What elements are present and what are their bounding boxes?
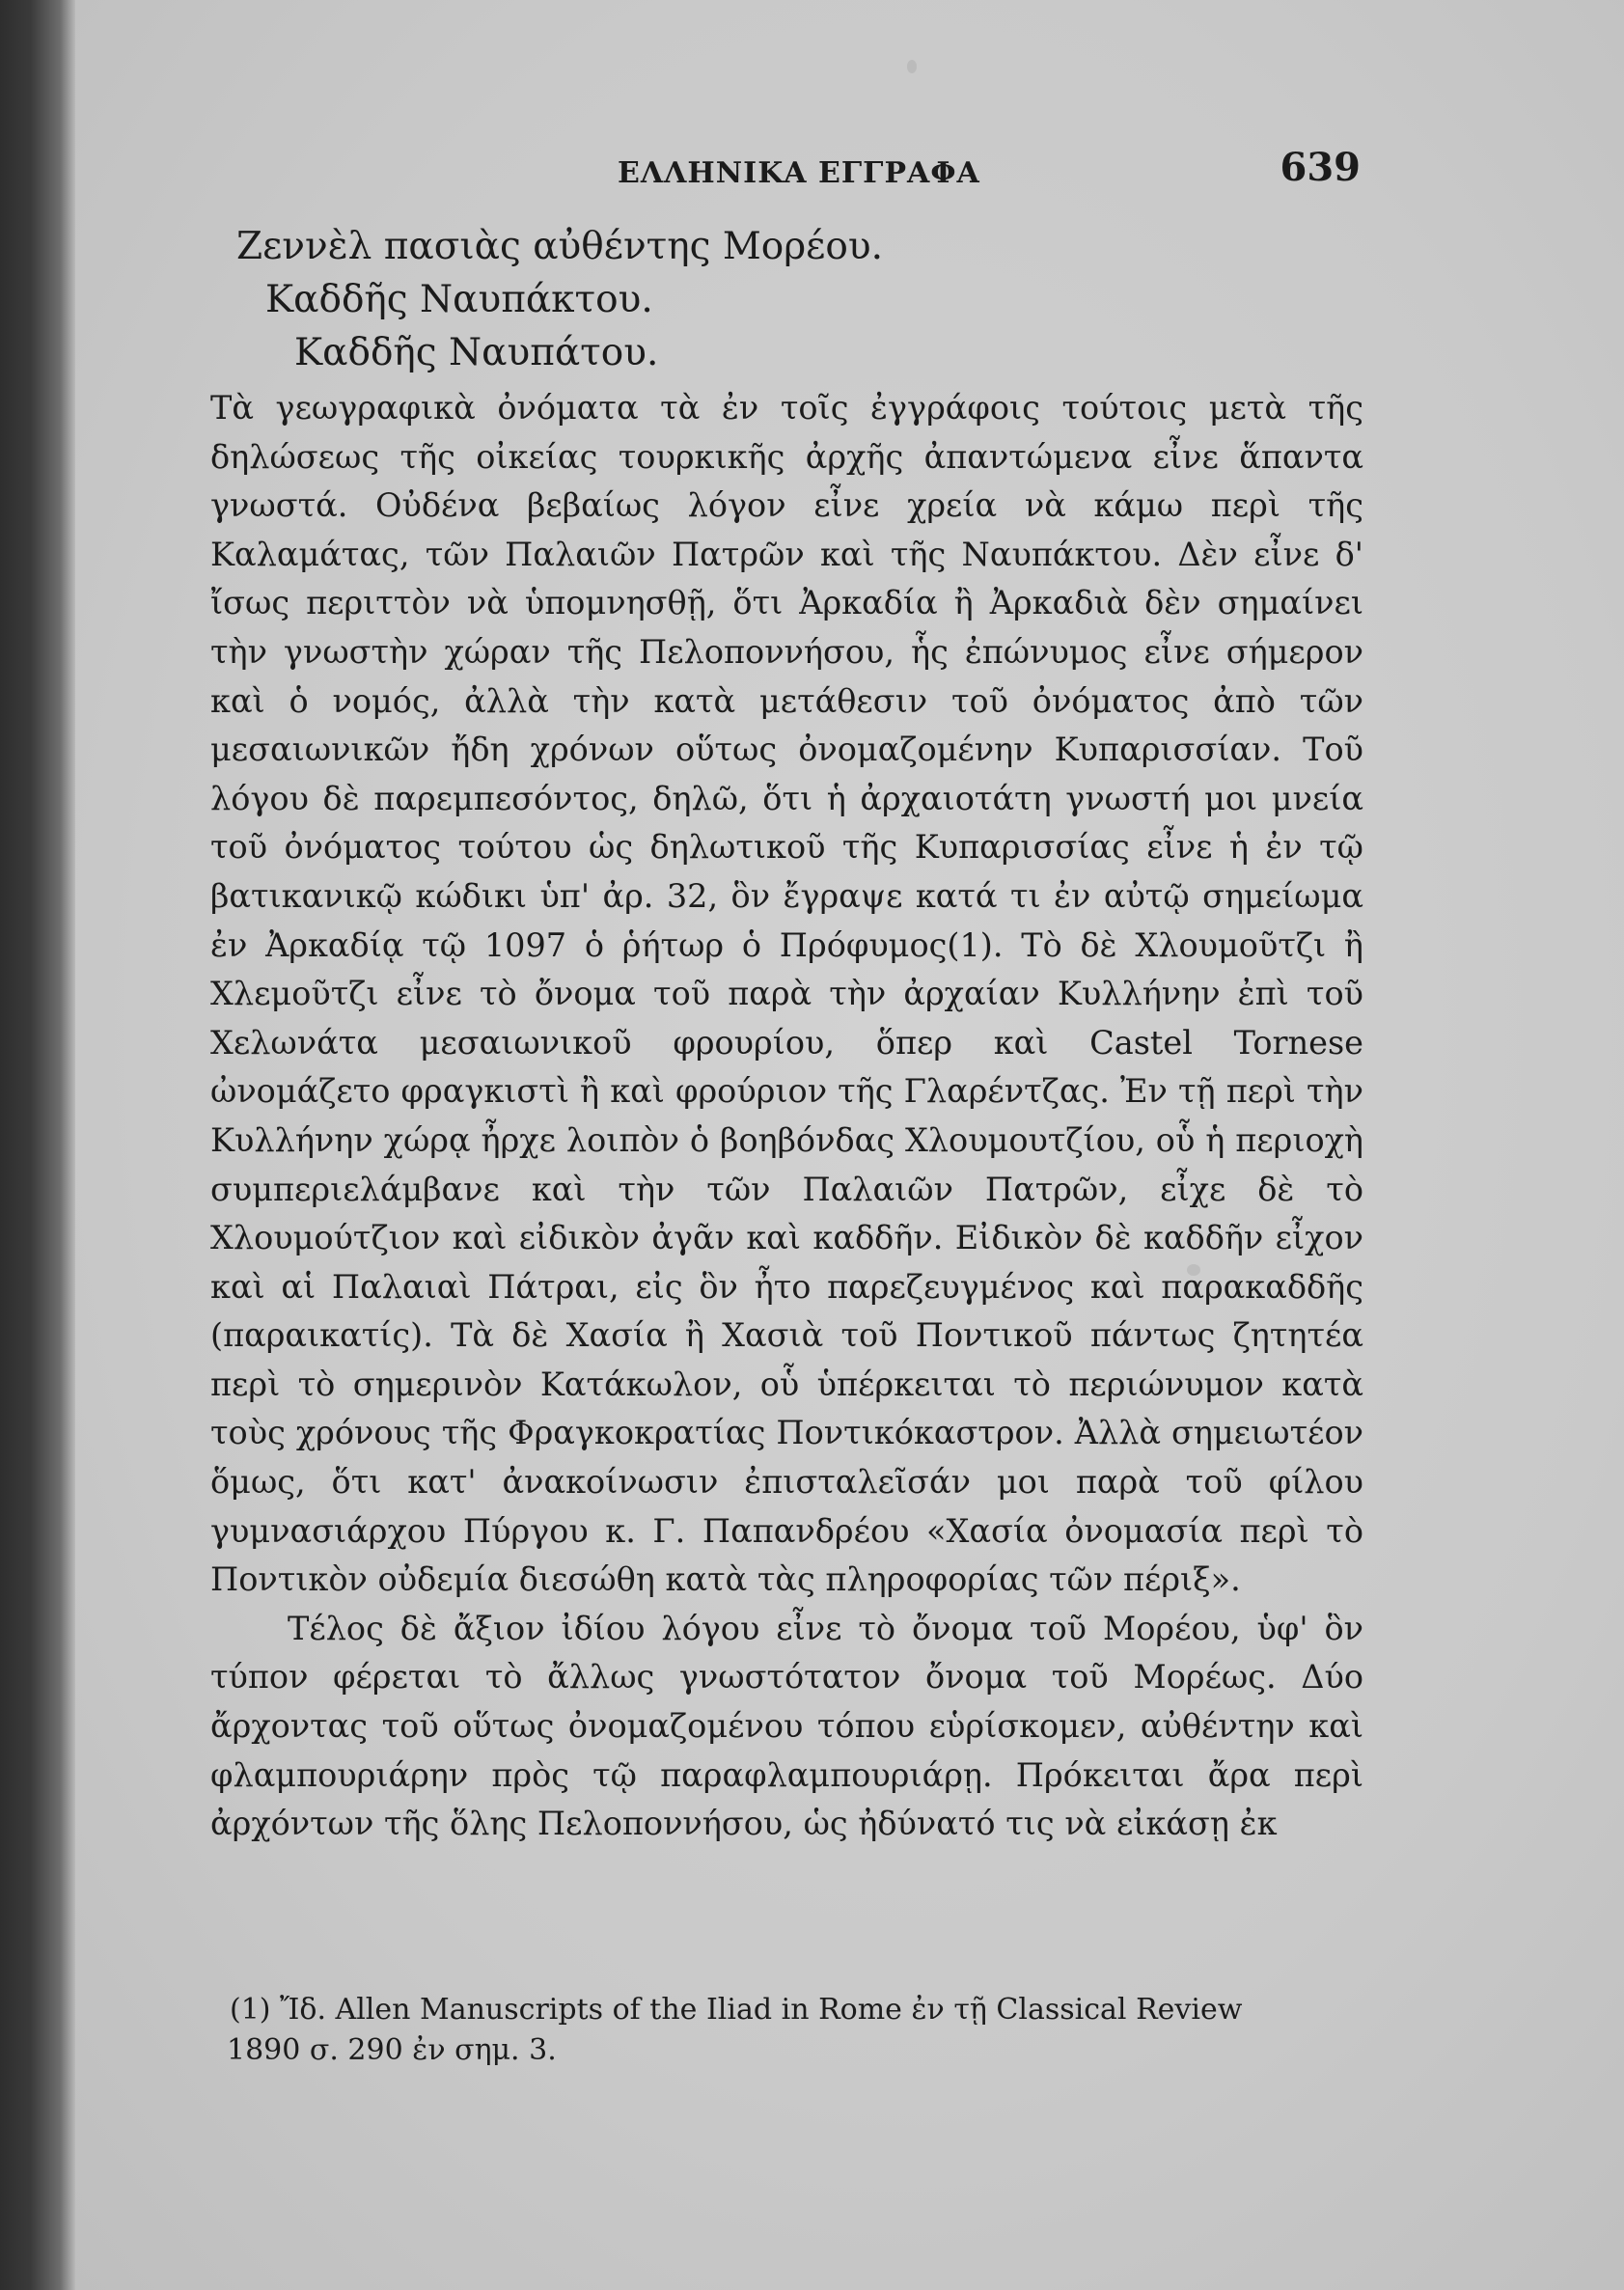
- binding-gutter: [0, 0, 75, 2290]
- signature-line: Ζεννὲλ πασιὰς αὐθέντης Μορέου.: [236, 225, 883, 268]
- footnote-line: 1890 σ. 290 ἐν σημ. 3.: [227, 2033, 557, 2067]
- paragraph: Τέλος δὲ ἄξιον ἰδίου λόγου εἶνε τὸ ὄνομα τοῦ Μορέου, ὑφ' ὃν τύπον φέρεται τὸ ἄλλως γνωστότατον ὄνομα τοῦ Μορέως. Δύο ἄρχοντας τοῦ οὕτως ὀνομαζομένου τόπου εὑρίσκομεν, αὐθέντην καὶ φλαμπουριάρην πρὸς τῷ παραφλαμπουριάρῃ. Πρόκειται ἄρα περὶ ἀρχόντων τῆς ὅλης Πελοποννήσου, ὡς ἠδύνατό τις νὰ εἰκάσῃ ἐκ: [210, 1609, 1363, 1843]
- body-text: [210, 384, 1363, 1849]
- document-signatures: [236, 220, 1375, 379]
- paragraph: Τὰ γεωγραφικὰ ὀνόματα τὰ ἐν τοῖς ἐγγράφοις τούτοις μετὰ τῆς δηλώσεως τῆς οἰκείας τουρκικῆς ἀρχῆς ἀπαντώμενα εἶνε ἅπαντα γνωστά. Οὐδένα βεβαίως λόγον εἶνε χρεία νὰ κάμω περὶ τῆς Καλαμάτας, τῶν Παλαιῶν Πατρῶν καὶ τῆς Ναυπάκτου. Δὲν εἶνε δ' ἴσως περιττὸν νὰ ὑπομνησθῇ, ὅτι Ἀρκαδία ἢ Ἀρκαδιὰ δὲν σημαίνει τὴν γνωστὴν χώραν τῆς Πελοποννήσου, ἧς ἐπώνυμος εἶνε σήμερον καὶ ὁ νομός, ἀλλὰ τὴν κατὰ μετάθεσιν τοῦ ὀνόματος ἀπὸ τῶν μεσαιωνικῶν ἤδη χρόνων οὕτως ὀνομαζομένην Κυπαρισσίαν. Τοῦ λόγου δὲ παρεμπεσόντος, δηλῶ, ὅτι ἡ ἀρχαιοτάτη γνωστή μοι μνεία τοῦ ὀνόματος τούτου ὡς δηλωτικοῦ τῆς Κυπαρισσίας εἶνε ἡ ἐν τῷ βατικανικῷ κώδικι ὑπ' ἀρ. 32, ὃν ἔγραψε κατά τι ἐν αὐτῷ σημείωμα ἐν Ἀρκαδίᾳ τῷ 1097 ὁ ῥήτωρ ὁ Πρόφυμος(1). Τὸ δὲ Χλουμοῦτζι ἢ Χλεμοῦτζι εἶνε τὸ ὄνομα τοῦ παρὰ τὴν ἀρχαίαν Κυλλήνην ἐπὶ τοῦ Χελωνάτα μεσαιωνικοῦ φρουρίου, ὅπερ καὶ Castel Tornese ὠνομάζετο φραγκιστὶ ἢ καὶ φρούριον τῆς Γλαρέντζας. Ἐν τῇ περὶ τὴν Κυλλήνην χώρᾳ ἦρχε λοιπὸν ὁ βοηβόνδας Χλουμουτζίου, οὗ ἡ περιοχὴ συμπεριελάμβανε καὶ τὴν τῶν Παλαιῶν Πατρῶν, εἶχε δὲ τὸ Χλουμούτζιον καὶ εἰδικὸν ἀγᾶν καὶ καδδῆν. Εἰδικὸν δὲ καδδῆν εἶχον καὶ αἱ Παλαιαὶ Πάτραι, εἰς ὃν ἦτο παρεζευγμένος καὶ παρακαδδῆς (παραικατίς). Τὰ δὲ Χασία ἢ Χασιὰ τοῦ Ποντικοῦ πάντως ζητητέα περὶ τὸ σημερινὸν Κατάκωλον, οὗ ὑπέρκειται τὸ περιώνυμον κατὰ τοὺς χρόνους τῆς Φραγκοκρατίας Ποντικόκαστρον. Ἀλλὰ σημειωτέον ὅμως, ὅτι κατ' ἀνακοίνωσιν ἐπισταλεῖσάν μοι παρὰ τοῦ φίλου γυμνασιάρχου Πύργου κ. Γ. Παπανδρέου «Χασία ὀνομασία περὶ τὸ Ποντικὸν οὐδεμία διεσώθη κατὰ τὰς πληροφορίας τῶν πέριξ».: [210, 389, 1363, 1599]
- footnote-line: (1) Ἴδ. Allen Manuscripts of the Iliad in Rome ἐν τῇ Classical Review: [230, 1993, 1243, 2027]
- signature-line: Καδδῆς Ναυπάτου.: [294, 331, 659, 374]
- page-number: 639: [1280, 145, 1361, 190]
- paper-stain: [907, 60, 917, 73]
- footnote: [227, 1990, 1368, 2071]
- page-header: [222, 145, 1361, 203]
- running-head: ΕΛΛΗΝΙΚΑ ΕΓΓΡΑΦΑ: [618, 156, 980, 190]
- signature-line: Καδδῆς Ναυπάκτου.: [265, 278, 653, 321]
